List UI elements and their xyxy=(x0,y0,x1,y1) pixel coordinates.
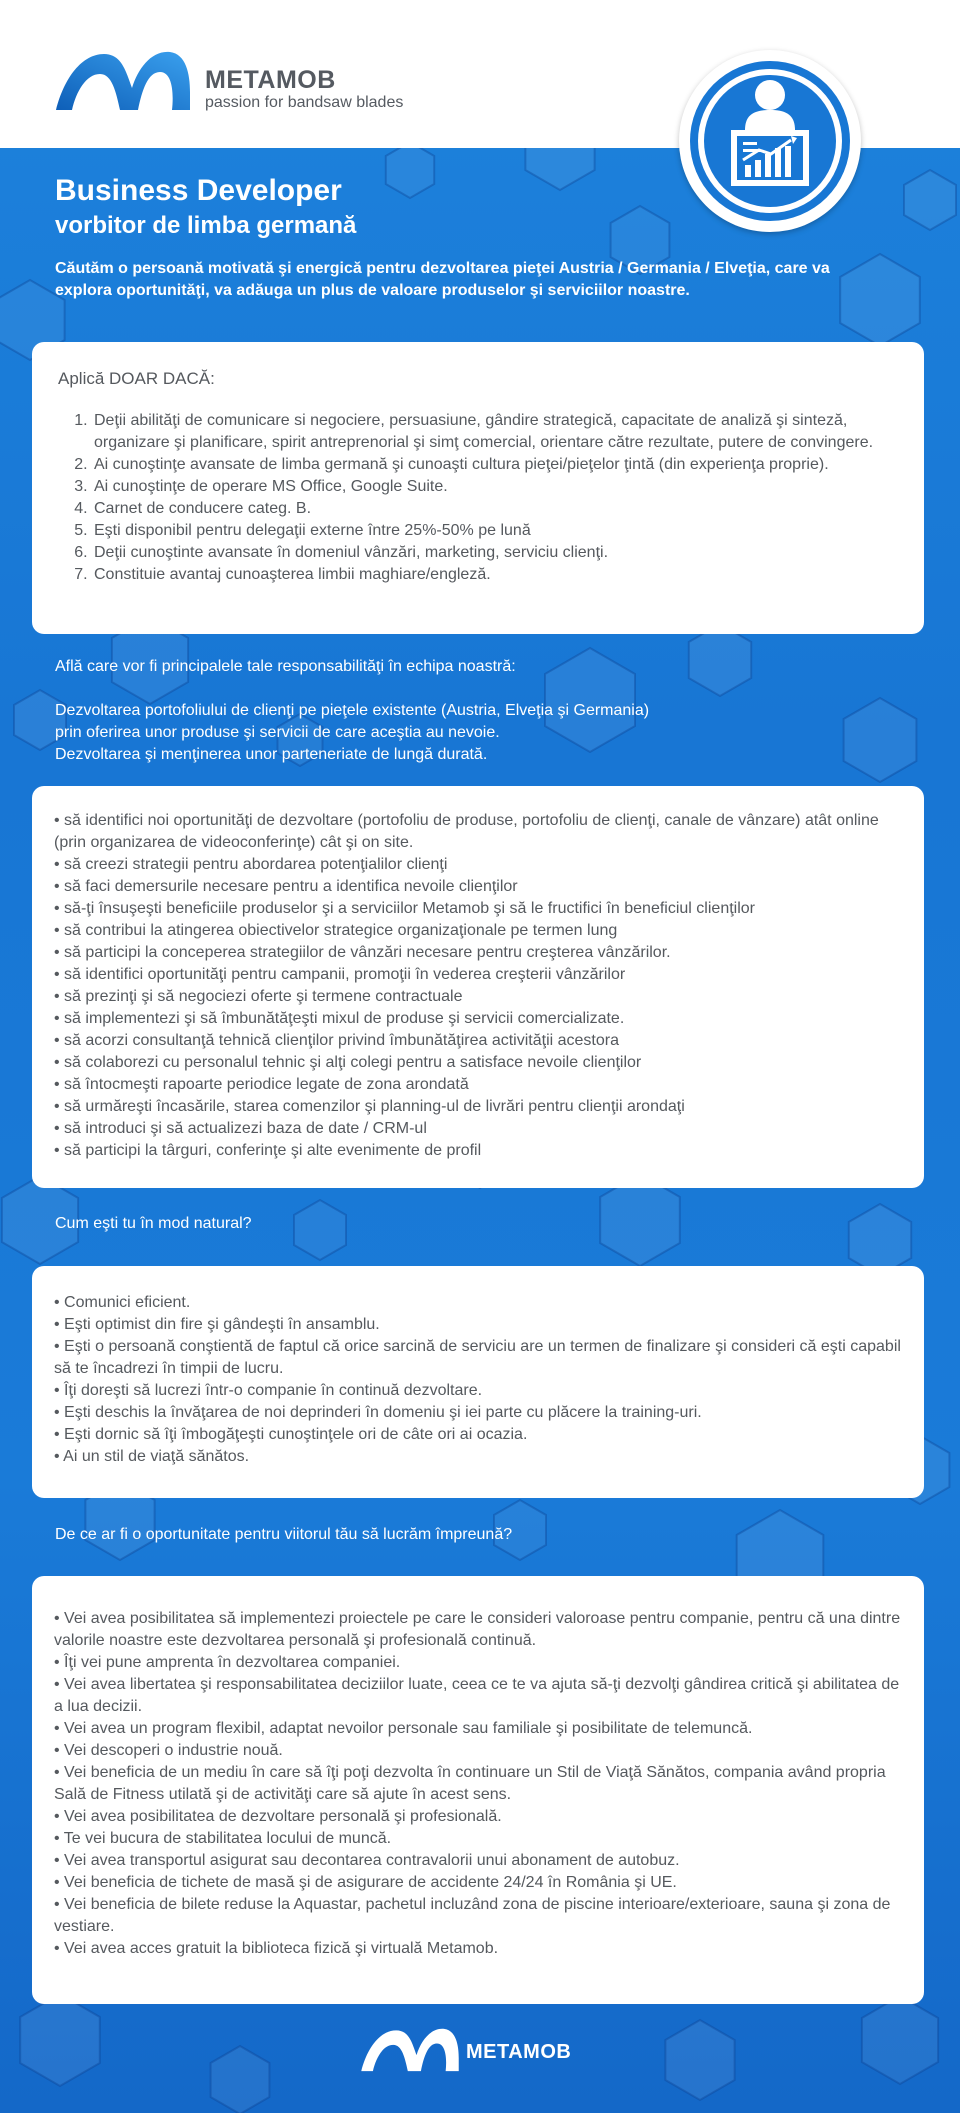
benefit-item: • Te vei bucura de stabilitatea locului de muncă. xyxy=(54,1830,392,1847)
metamob-logo-icon xyxy=(54,48,192,114)
hexagon-shape xyxy=(689,624,751,696)
benefit-item: • Vei avea transportul asigurat sau decontarea contravalorii unui abonament de autobuz. xyxy=(54,1852,680,1869)
nature-item: • Eşti deschis la învăţarea de noi deprinderi în domeniu şi iei parte cu plăcere la training-uri. xyxy=(54,1404,702,1421)
brand-tagline: passion for bandsaw blades xyxy=(205,94,404,111)
nature-item: • Comunici eficient. xyxy=(54,1294,191,1311)
responsibilities-summary-line: Dezvoltarea portofoliului de clienţi pe pieţele existente (Austria, Elveţia şi Germania) xyxy=(55,702,650,719)
responsibility-item: • să identifici oportunităţi pentru campanii, promoţii în vederea creşterii vânzărilor xyxy=(54,966,626,983)
responsibility-item: • să participi la târguri, conferinţe şi alte evenimente de profil xyxy=(54,1142,482,1159)
benefit-item: • Vei descoperi o industrie nouă. xyxy=(54,1742,283,1759)
hexagon-shape xyxy=(20,1994,100,2086)
hexagon-shape xyxy=(211,2046,270,2113)
responsibility-item: • să-ţi însuşeşti beneficiile produselor şi a serviciilor Metamob şi să le fructifici în beneficiul clienţilor xyxy=(54,900,755,917)
responsibility-item: • să urmăreşti încasările, starea comenzilor şi planning-ul de livrări pentru clienţii arondaţi xyxy=(54,1098,685,1115)
requirement-item: 1. Deţii abilităţi de comunicare si negociere, persuasiune, gândire strategică, capacitate de analiză şi sinteză, organizare şi planificare, spirit antreprenorial şi simţ comercial, orientare către rezultate, putere de convingere. xyxy=(92,410,910,454)
requirements-list xyxy=(58,410,910,586)
nature-item: • Eşti o persoană conştientă de faptul că orice sarcină de serviciu are un termen de finalizare şi consideri că eşti capabil să te încadrezi în timpii de lucru. xyxy=(54,1338,901,1377)
brand-name: METAMOB xyxy=(205,66,336,94)
hexagon-shape xyxy=(904,170,956,230)
benefit-item: • Vei avea posibilitatea să implementezi proiectele pe care le consideri valoroase pentru companie, pentru că una dintre valorile noastre este dezvoltarea personală şi profesională continuă. xyxy=(54,1610,901,1649)
hexagon-shape xyxy=(862,1996,938,2084)
job-subtitle: vorbitor de limba germană xyxy=(55,212,357,239)
benefit-item: • Vei beneficia de tichete de masă şi de asigurare de accidente 24/24 în România şi UE. xyxy=(54,1874,677,1891)
responsibility-item: • să colaborezi cu personalul tehnic şi alţi colegi pentru a satisface nevoile clienţilor xyxy=(54,1054,642,1071)
benefit-item: • Vei avea acces gratuit la biblioteca fizică şi virtuală Metamob. xyxy=(54,1940,499,1957)
requirements-card xyxy=(32,342,924,634)
business-presentation-badge xyxy=(679,50,861,232)
responsibility-item: • să creezi strategii pentru abordarea potenţialilor clienţi xyxy=(54,856,448,873)
benefit-item: • Vei avea libertatea şi responsabilitatea deciziilor luate, ceea ce te va ajuta să-ţi dezvolţi gândirea critică şi abilitatea de a lua decizii. xyxy=(54,1676,900,1715)
responsibility-item: • să întocmeşti rapoarte periodice legate de zona arondată xyxy=(54,1076,469,1093)
job-intro: Căutăm o persoană motivată şi energică pentru dezvoltarea pieţei Austria / Germania / Elveţia, care va explora oportunităţi, va adăuga un plus de valoare produselor şi serviciilor noastre. xyxy=(55,260,830,299)
requirement-item: 2. Ai cunoştinţe avansate de limba germană şi cunoaşti cultura pieţei/pieţelor ţintă (din experienţa proprie). xyxy=(92,454,910,476)
hexagon-shape xyxy=(294,1200,346,1260)
hexagon-shape xyxy=(386,142,434,198)
responsibility-item: • să introduci şi să actualizezi baza de date / CRM-ul xyxy=(54,1120,427,1137)
benefit-item: • Vei beneficia de bilete reduse la Aquastar, pachetul incluzând zona de piscine interioare/exterioare, sauna şi zona de vestiare. xyxy=(54,1896,891,1935)
hexagon-shape xyxy=(844,698,917,782)
responsibilities-list xyxy=(54,810,906,1162)
nature-item: • Îţi doreşti să lucrezi într-o companie în continuă dezvoltare. xyxy=(54,1382,483,1399)
future-question: De ce ar fi o oportunitate pentru viitorul tău să lucrăm împreună? xyxy=(55,1526,513,1543)
responsibilities-summary-line: Dezvoltarea şi menţinerea unor parteneriate de lungă durată. xyxy=(55,746,488,763)
job-title: Business Developer xyxy=(55,174,342,207)
presentation-icon xyxy=(679,50,861,232)
requirement-item: 7. Constituie avantaj cunoaşterea limbii maghiare/engleză. xyxy=(92,564,910,586)
nature-item: • Ai un stil de viaţă sănătos. xyxy=(54,1448,250,1465)
footer-logo-icon xyxy=(358,2026,462,2074)
responsibilities-card xyxy=(32,786,924,1188)
responsibilities-intro: Află care vor fi principalele tale responsabilităţi în echipa noastră: xyxy=(55,658,516,675)
nature-question: Cum eşti tu în mod natural? xyxy=(55,1215,252,1232)
responsibility-item: • să prezinţi şi să negociezi oferte şi termene contractuale xyxy=(54,988,463,1005)
benefits-card xyxy=(32,1576,924,2004)
responsibility-item: • să identifici noi oportunităţi de dezvoltare (portofoliu de produse, portofoliu de clienţi, canale de vânzare) atât online (prin organizarea de videoconferinţe) cât şi on site. xyxy=(54,812,879,851)
hexagon-shape xyxy=(665,2020,734,2100)
requirement-item: 6. Deţii cunoştinte avansate în domeniul vânzări, marketing, serviciu clienţi. xyxy=(92,542,910,564)
nature-item: • Eşti dornic să îţi îmbogăţeşti cunoştinţele ori de câte ori ai ocazia. xyxy=(54,1426,528,1443)
benefit-item: • Vei beneficia de un mediu în care să îţi poţi dezvolta în continuare un Stil de Viaţă Sănătos, compania având propria Sală de Fitness utilată şi de activităţi care să ajute în acest sens. xyxy=(54,1764,886,1803)
nature-item: • Eşti optimist din fire şi gândeşti în ansamblu. xyxy=(54,1316,380,1333)
responsibility-item: • să faci demersurile necesare pentru a identifica nevoile clienţilor xyxy=(54,878,518,895)
nature-list xyxy=(54,1292,906,1468)
requirement-item: 4. Carnet de conducere categ. B. xyxy=(92,498,910,520)
benefit-item: • Vei avea posibilitatea de dezvoltare personală şi profesională. xyxy=(54,1808,502,1825)
responsibility-item: • să implementezi şi să îmbunătăţeşti mixul de produse şi servicii comercializate. xyxy=(54,1010,625,1027)
responsibilities-summary-line: prin oferirea unor produse şi servicii de care aceştia au nevoie. xyxy=(55,724,500,741)
requirement-item: 5. Eşti disponibil pentru delegaţii externe între 25%-50% pe lună xyxy=(92,520,910,542)
responsibilities-summary xyxy=(55,700,649,766)
benefits-list xyxy=(54,1608,906,1960)
responsibility-item: • să participi la conceperea strategiilor de vânzări necesare pentru creşterea vânzărilor. xyxy=(54,944,671,961)
responsibility-item: • să acorzi consultanţă tehnică clienţilor privind îmbunătăţirea activităţii acestora xyxy=(54,1032,619,1049)
requirements-title: Aplică DOAR DACĂ: xyxy=(58,369,215,388)
footer-brand-name: METAMOB xyxy=(466,2041,572,2063)
responsibility-item: • să contribui la atingerea obiectivelor strategice organizaţionale pe termen lung xyxy=(54,922,618,939)
nature-card xyxy=(32,1266,924,1498)
benefit-item: • Îţi vei pune amprenta în dezvoltarea companiei. xyxy=(54,1654,401,1671)
requirement-item: 3. Ai cunoştinţe de operare MS Office, Google Suite. xyxy=(92,476,910,498)
benefit-item: • Vei avea un program flexibil, adaptat nevoilor personale sau familiale şi posibilitate de telemuncă. xyxy=(54,1720,753,1737)
